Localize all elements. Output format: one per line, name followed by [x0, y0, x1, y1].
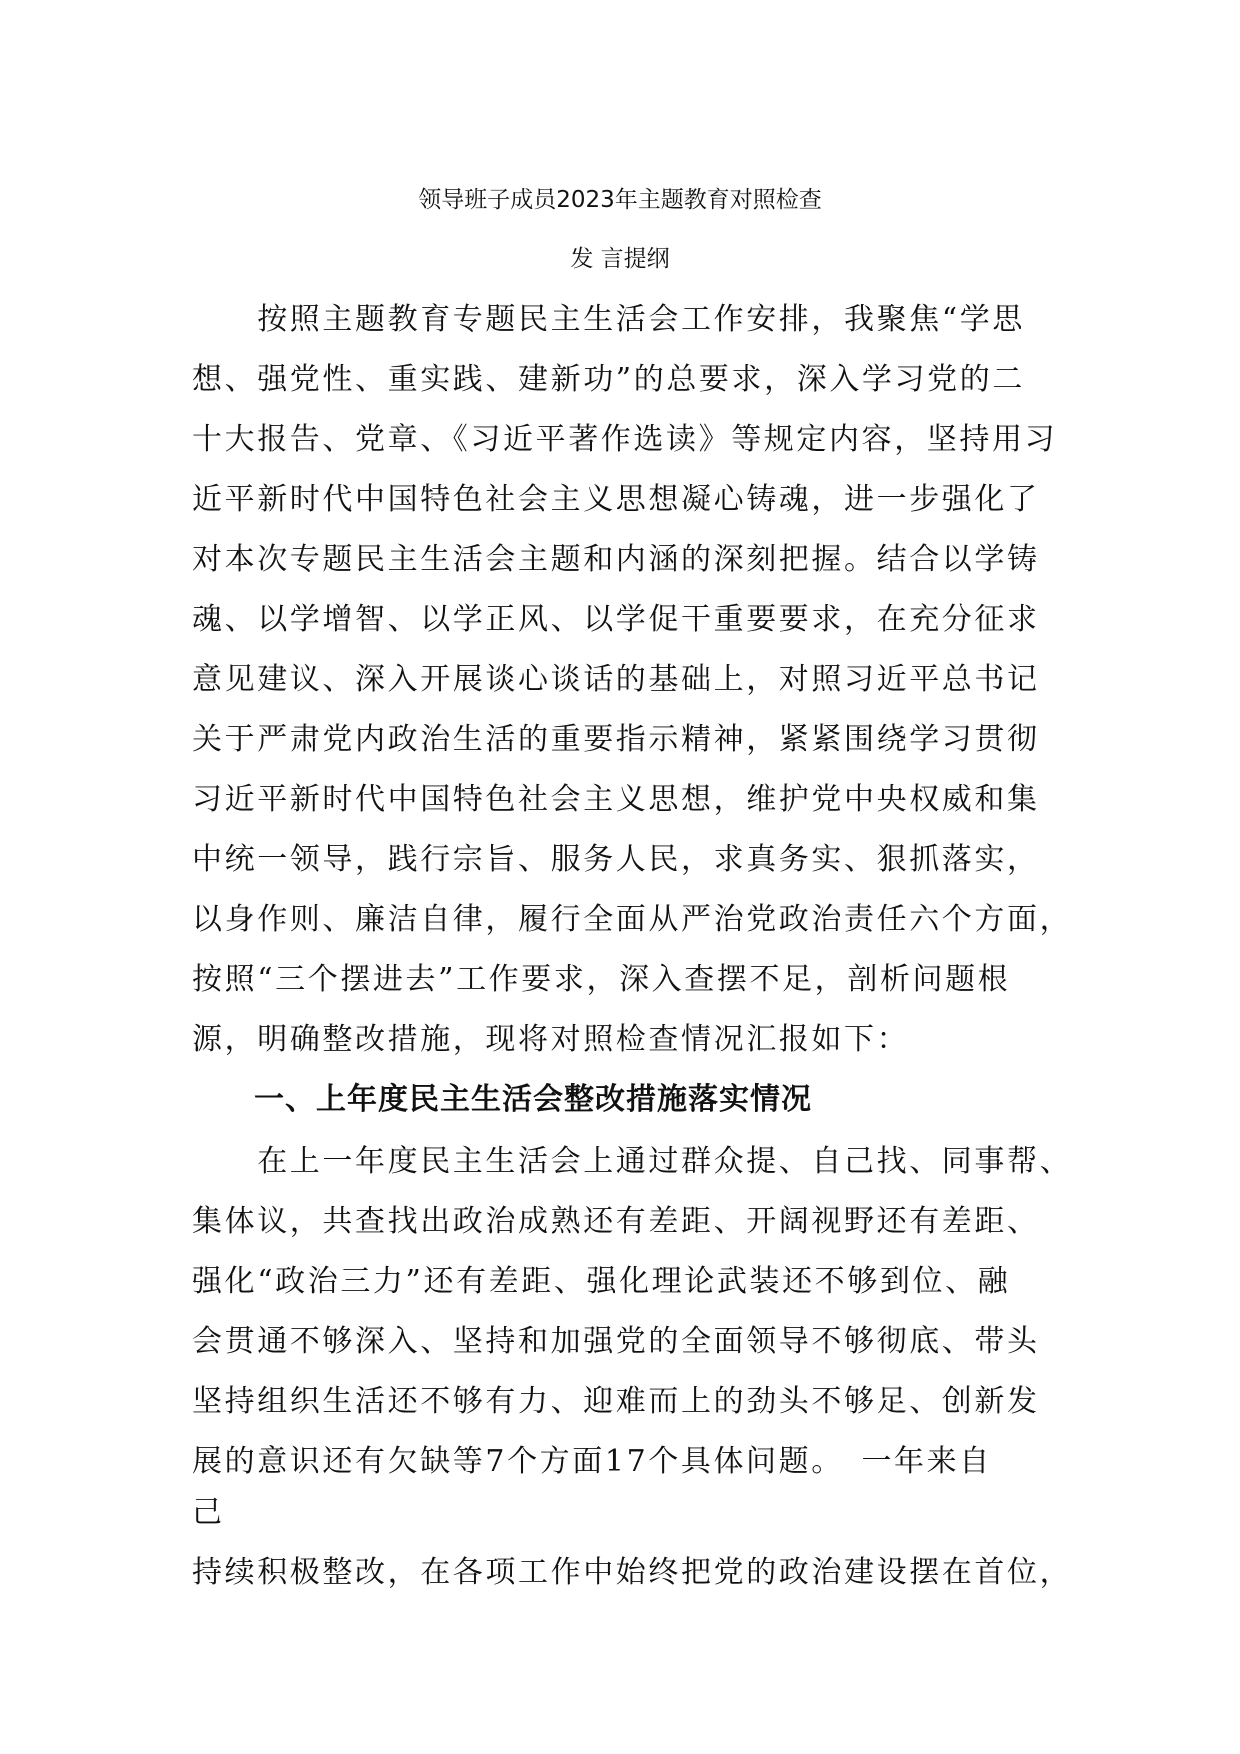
paragraph-line: 魂、以学增智、以学正风、以学促干重要要求，在充分征求: [192, 602, 1040, 637]
paragraph-line: 强化“政治三力”还有差距、强化理论武装还不够到位、融: [192, 1264, 1011, 1299]
paragraph-line: 己: [192, 1495, 225, 1530]
paragraph-line: 按照主题教育专题民主生活会工作安排，我聚焦“学思: [192, 302, 1025, 337]
section-heading: 一、上年度民主生活会整改措施落实情况: [192, 1082, 812, 1117]
document-title-line-1: 领导班子成员2023年主题教育对照检查: [418, 187, 822, 213]
paragraph-line: 坚持组织生活还不够有力、迎难而上的劲头不够足、创新发: [192, 1384, 1040, 1419]
document-title-line-2: 发 言提纲: [570, 246, 670, 272]
paragraph-line: 近平新时代中国特色社会主义思想凝心铸魂，进一步强化了: [192, 482, 1040, 517]
paragraph-line: 十大报告、党章、《习近平著作选读》等规定内容，坚持用习: [192, 422, 1058, 457]
paragraph-line: 关于严肃党内政治生活的重要指示精神，紧紧围绕学习贯彻: [192, 722, 1040, 757]
paragraph-line: 持续积极整改，在各项工作中始终把党的政治建设摆在首位，: [192, 1555, 1073, 1590]
paragraph-line: 意见建议、深入开展谈心谈话的基础上，对照习近平总书记: [192, 662, 1040, 697]
paragraph-line: 源，明确整改措施，现将对照检查情况汇报如下：: [192, 1022, 910, 1057]
paragraph-line: 想、强党性、重实践、建新功”的总要求，深入学习党的二: [192, 362, 1025, 397]
paragraph-line: 展的意识还有欠缺等7个方面17个具体问题。 一年来自: [192, 1444, 992, 1479]
paragraph-line: 按照“三个摆进去”工作要求，深入查摆不足，剖析问题根: [192, 962, 1011, 997]
paragraph-line: 集体议，共查找出政治成熟还有差距、开阔视野还有差距、: [192, 1204, 1040, 1239]
paragraph-line: 以身作则、廉洁自律，履行全面从严治党政治责任六个方面，: [192, 902, 1073, 937]
paragraph-line: 会贯通不够深入、坚持和加强党的全面领导不够彻底、带头: [192, 1324, 1040, 1359]
paragraph-line: 中统一领导，践行宗旨、服务人民，求真务实、狠抓落实，: [192, 842, 1040, 877]
paragraph-line: 在上一年度民主生活会上通过群众提、自己找、同事帮、: [192, 1144, 1073, 1179]
paragraph-line: 习近平新时代中国特色社会主义思想，维护党中央权威和集: [192, 782, 1040, 817]
paragraph-line: 对本次专题民主生活会主题和内涵的深刻把握。结合以学铸: [192, 542, 1040, 577]
